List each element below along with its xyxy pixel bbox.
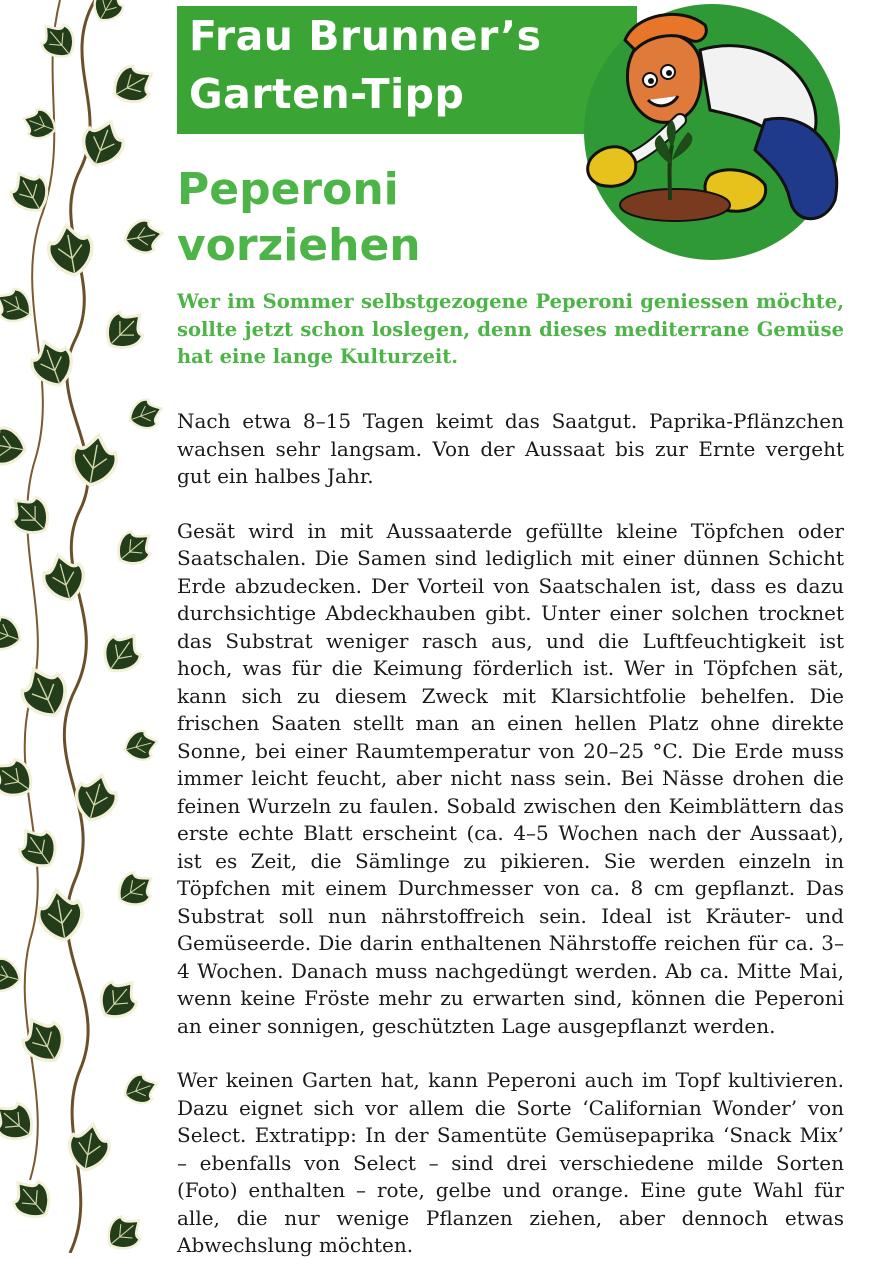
body-paragraph-1: Nach etwa 8–15 Tagen keimt das Saatgut. Paprika-Pflänzchen wachsen sehr langsam. Von der Aussaat bis zur Ernte vergeht gut ein halbes Jahr. xyxy=(177,409,844,488)
header-title-line1: Frau Brunner’s xyxy=(189,12,542,60)
ivy-vine-decoration xyxy=(0,0,165,1253)
lead-paragraph: Wer im Sommer selbstgezogene Peperoni geniessen möchte, sollte jetzt schon loslegen, denn dieses mediterrane Gemüse hat eine lange Kulturzeit. xyxy=(177,290,844,368)
header-banner xyxy=(177,6,637,134)
title-line2: vorziehen xyxy=(177,220,421,271)
article-title xyxy=(177,162,421,274)
body-paragraph-2: Gesät wird in mit Aussaaterde gefüllte kleine Töpfchen oder Saatschalen. Die Samen sind lediglich mit einer dünnen Schicht Erde abzudecken. Der Vorteil von Saatschalen ist, dass es dazu durchsichtige Abdeckhauben gibt. Unter einer solchen trocknet das Substrat weniger rasch aus, und die Luftfeuchtigkeit ist hoch, was für die Keimung förderlich ist. Wer in Töpfchen sät, kann sich zu diesem Zweck mit Klarsichtfolie behelfen. Die frischen Saaten stellt man an einen hellen Platz ohne direkte Sonne, bei einer Raumtemperatur von 20–25 °C. Die Erde muss immer leicht feucht, aber nicht nass sein. Bei Nässe drohen die feinen Wurzeln zu faulen. Sobald zwischen den Keimblättern das erste echte Blatt erscheint (ca. 4–5 Wochen nach der Aussaat), ist es Zeit, die Sämlinge zu pikieren. Sie werden einzeln in Töpfchen mit einem Durchmesser von ca. 8 cm gepflanzt. Das Substrat soll nun nährstoffreich sein. Ideal ist Kräuter- und Gemüseerde. Die darin enthaltenen Nährstoffe reichen für ca. 3–4 Wochen. Danach muss nachgedüngt werden. Ab ca. Mitte Mai, wenn keine Fröste mehr zu erwarten sind, können die Peperoni an einer sonnigen, geschützten Lage ausgepflanzt werden. xyxy=(177,518,844,1038)
title-line1: Peperoni xyxy=(177,164,399,215)
header-title-line2: Garten-Tipp xyxy=(189,70,465,118)
body-paragraph-3: Wer keinen Garten hat, kann Peperoni auch im Topf kultivieren. Dazu eignet sich vor allem die Sorte ‘Californian Wonder’ von Select. Extratipp: In der Samentüte Gemüsepaprika ‘Snack Mix’ – ebenfalls von Select – sind drei verschiedene milde Sorten (Foto) enthalten – rote, gelbe und orange. Eine gute Wahl für alle, die nur wenige Pflanzen ziehen, aber dennoch etwas Abwechslung möchten. xyxy=(177,1068,844,1257)
article-body xyxy=(177,408,844,1287)
gardener-illustration xyxy=(580,0,845,265)
